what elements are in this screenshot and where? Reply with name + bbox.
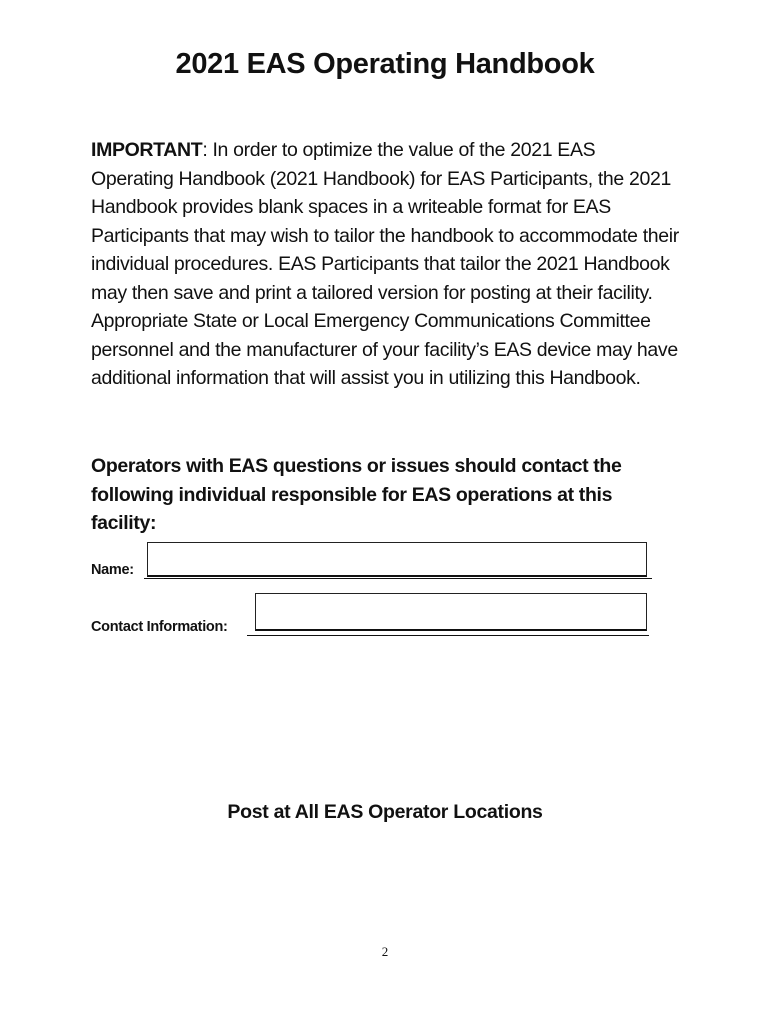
page-title: 2021 EAS Operating Handbook [175,48,595,80]
page-number: 2 [381,944,389,959]
important-paragraph [91,136,681,393]
name-field[interactable] [147,542,647,577]
name-label: Name: [91,562,134,578]
important-text: : In order to optimize the value of the 2021 EAS Operating Handbook (2021 Handbook) for EAS Participants, the 2021 Handbook provides blank spaces in a writeable format for EAS Participants that may wish to tailor the handbook to accommodate their individual procedures. EAS Participants that tailor the 2021 Handbook may then save and print a tailored version for posting at their facility. Appropriate State or Local Emergency Communications Committee personnel and the manufacturer of your facility’s EAS device may have additional information that will assist you in utilizing this Handbook. [91,139,679,389]
important-label: IMPORTANT [91,139,203,161]
name-underline [144,578,652,579]
contact-information-label: Contact Information: [91,619,228,635]
contact-information-field[interactable] [255,593,647,631]
post-note: Post at All EAS Operator Locations [227,801,543,823]
contact-information-underline [247,635,649,636]
contact-heading: Operators with EAS questions or issues should contact the following individual responsible for EAS operations at this facility: [91,455,622,534]
